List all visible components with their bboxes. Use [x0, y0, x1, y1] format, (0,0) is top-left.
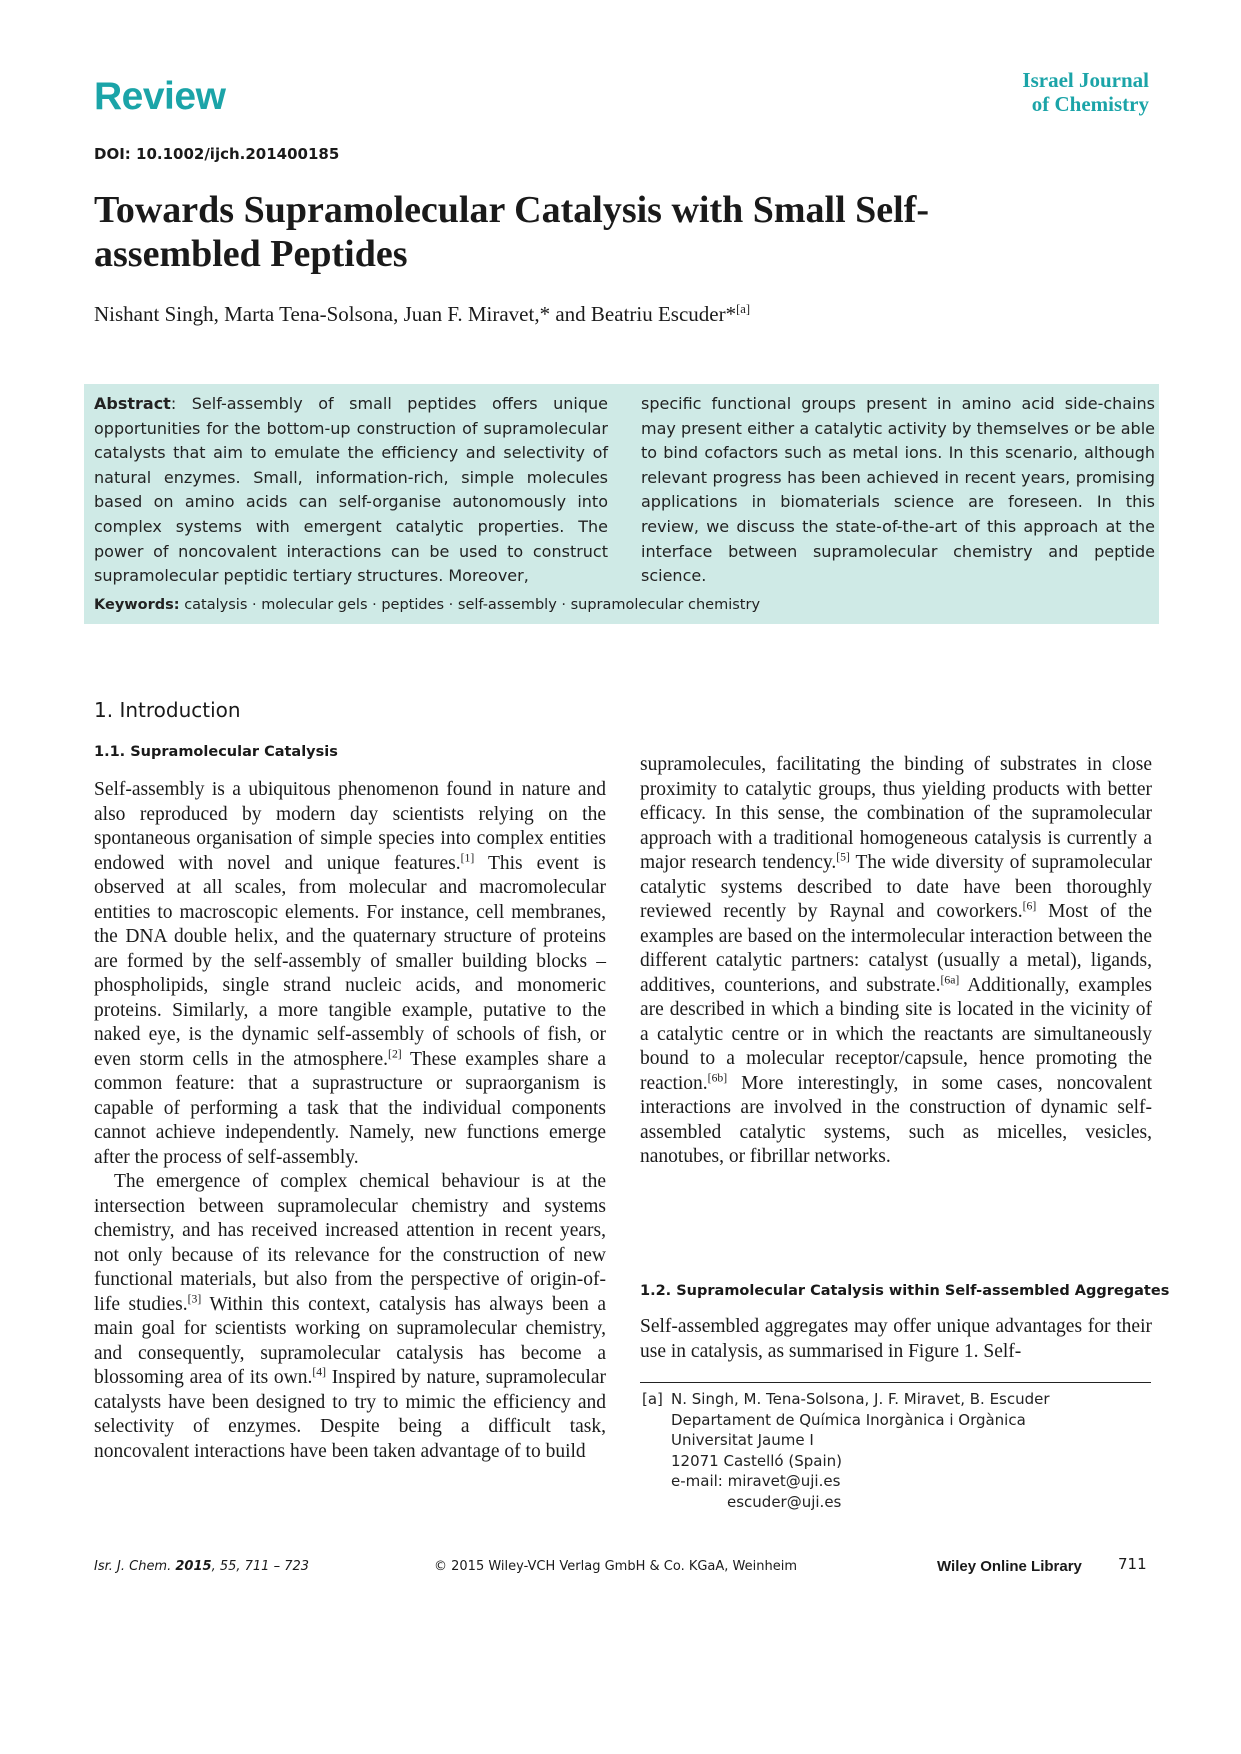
citation-pages: , 55, 711 – 723: [211, 1559, 310, 1574]
keywords-list: catalysis · molecular gels · peptides · self-assembly · supramolecular chemistry: [184, 597, 761, 613]
section-heading-introduction: 1. Introduction: [94, 698, 241, 722]
text-run: The emergence of complex chemical behaviour is at the intersection between supramolecular chemistry and systems chemistry, and has received increased attention in recent years, not only because of its relevance for the construction of new functional materials, but also from the perspective of origin-of-life studies.: [94, 1171, 606, 1315]
journal-name: [1022, 68, 1149, 116]
citation-year: 2015: [175, 1559, 212, 1574]
abstract-column-left: [94, 392, 608, 589]
journal-name-line1: Israel Journal: [1022, 68, 1149, 92]
text-run: This event is observed at all scales, from molecular and macromolecular entities to macroscopic elements. For instance, cell membranes, the DNA double helix, and the quaternary structure of proteins are formed by the self-assembly of smaller building blocks – phospholipids, single strand nucleic acids, and monomeric proteins. Similarly, a more tangible example, putative to the naked eye, is the dynamic self-assembly of schools of fish, or even storm cells in the atmosphere.: [94, 852, 606, 1070]
journal-name-line2: of Chemistry: [1031, 92, 1149, 116]
body-column-right-continued: [640, 1315, 1152, 1364]
affiliation-marker[interactable]: [a]: [736, 302, 751, 316]
affiliation-footnote: [642, 1389, 1050, 1512]
citation-ref[interactable]: [1]: [460, 851, 475, 864]
citation-journal: Isr. J. Chem.: [94, 1559, 176, 1574]
keywords: [94, 597, 760, 613]
citation-ref[interactable]: [3]: [187, 1292, 202, 1305]
affiliation-email-2[interactable]: escuder@uji.es: [727, 1492, 842, 1511]
affiliation-address: 12071 Castelló (Spain): [671, 1451, 842, 1470]
affiliation-tag: [a]: [642, 1390, 663, 1408]
citation-ref[interactable]: [2]: [388, 1047, 402, 1060]
paragraph: [640, 753, 1152, 1170]
authors-text: Nishant Singh, Marta Tena-Solsona, Juan F. Miravet,* and Beatriu Escuder*: [94, 302, 737, 326]
author-list: [94, 302, 750, 327]
text-run: The wide diversity of supramolecular catalytic systems described to date have been thoroughly reviewed recently by Raynal and coworkers.: [640, 852, 1152, 922]
body-column-right: [640, 753, 1152, 1170]
article-title: Towards Supramolecular Catalysis with Small Self-assembled Peptides: [94, 189, 930, 275]
text-run: Inspired by nature, supramolecular catalysts have been designed to try to mimic the efficiency and selectivity of enzymes. Despite being a difficult task, noncovalent interactions have been taken advantage of to build: [94, 1367, 606, 1462]
paragraph: [94, 1170, 606, 1464]
subsection-heading-1-2: 1.2. Supramolecular Catalysis within Self-assembled Aggregates: [640, 1283, 1170, 1299]
abstract-label: Abstract: [94, 394, 171, 413]
text-run: Most of the examples are based on the intermolecular interaction between the different catalytic partners: catalyst (usually a metal), ligands, additives, counterions, and substrate.: [640, 901, 1152, 996]
page-number: 711: [1118, 1555, 1147, 1573]
citation-info: [94, 1559, 309, 1574]
doi[interactable]: DOI: 10.1002/ijch.201400185: [94, 145, 340, 163]
subsection-heading-1-1: 1.1. Supramolecular Catalysis: [94, 744, 338, 760]
keywords-label: Keywords:: [94, 597, 180, 613]
text-run: Within this context, catalysis has always been a main goal for scientists working on supramolecular chemistry, and consequently, supramolecular catalysis has become a blossoming area of its own.: [94, 1293, 606, 1388]
paragraph: [94, 778, 606, 1170]
text-run: These examples share a common feature: that a suprastructure or supraorganism is capable of performing a task that the individual components cannot achieve independently. Namely, new functions emerge after the process of self-assembly.: [94, 1048, 606, 1168]
citation-ref[interactable]: [6a]: [940, 973, 960, 986]
abstract-text-1: : Self-assembly of small peptides offers unique opportunities for the bottom-up construction of supramolecular catalysts that aim to emulate the efficiency and selectivity of natural enzymes. Small, information-rich, simple molecules based on amino acids can self-organise autonomously into complex systems with emergent catalytic properties. The power of noncovalent interactions can be used to construct supramolecular peptidic tertiary structures. Moreover,: [94, 394, 608, 586]
citation-ref[interactable]: [4]: [312, 1365, 326, 1379]
affiliation-email-1[interactable]: e-mail: miravet@uji.es: [671, 1472, 841, 1490]
copyright: © 2015 Wiley-VCH Verlag GmbH & Co. KGaA, Weinheim: [434, 1559, 798, 1574]
abstract-column-right: specific functional groups present in amino acid side-chains may present either a catalytic activity by themselves or be able to bind cofactors such as metal ions. In this scenario, although relevant progress has been achieved in recent years, promising applications in biomaterials science are foreseen. In this review, we discuss the state-of-the-art of this approach at the interface between supramolecular chemistry and peptide science.: [641, 394, 1155, 586]
wiley-online-library-link[interactable]: Wiley Online Library: [937, 1558, 1082, 1575]
citation-ref[interactable]: [5]: [836, 850, 850, 864]
text-run: More interestingly, in some cases, noncovalent interactions are involved in the construction of dynamic self-assembled catalytic systems, such as micelles, vesicles, nanotubes, or fibrillar networks.: [640, 1072, 1152, 1167]
citation-ref[interactable]: [6]: [1022, 899, 1037, 913]
section-label: Review: [94, 75, 226, 118]
text-run: Additionally, examples are described in which a binding site is located in the vicinity of a catalytic centre or in which the reactants are simultaneously bound to a molecular receptor/capsule, hence promoting the reaction.: [640, 974, 1153, 1094]
abstract-box: [84, 384, 1159, 624]
paragraph: Self-assembled aggregates may offer unique advantages for their use in catalysis, as summarised in Figure 1. Self-: [640, 1316, 1152, 1362]
affiliation-department: Departament de Química Inorgànica i Orgànica: [671, 1410, 1026, 1429]
text-run: supramolecules, facilitating the binding of substrates in close proximity to catalytic groups, thus yielding products with better efficacy. In this sense, the combination of the supramolecular approach with a traditional homogeneous catalysis is currently a major research tendency.: [640, 754, 1152, 873]
text-run: Self-assembly is a ubiquitous phenomenon found in nature and also reproduced by modern day scientists relying on the spontaneous organisation of simple species into complex entities endowed with novel and unique features.: [94, 779, 606, 874]
affiliation-authors: N. Singh, M. Tena-Solsona, J. F. Miravet, B. Escuder: [671, 1390, 1050, 1408]
citation-ref[interactable]: [6b]: [707, 1071, 728, 1084]
footnote-divider: [640, 1382, 1151, 1383]
body-column-left: [94, 778, 606, 1464]
affiliation-university: Universitat Jaume I: [671, 1431, 814, 1449]
